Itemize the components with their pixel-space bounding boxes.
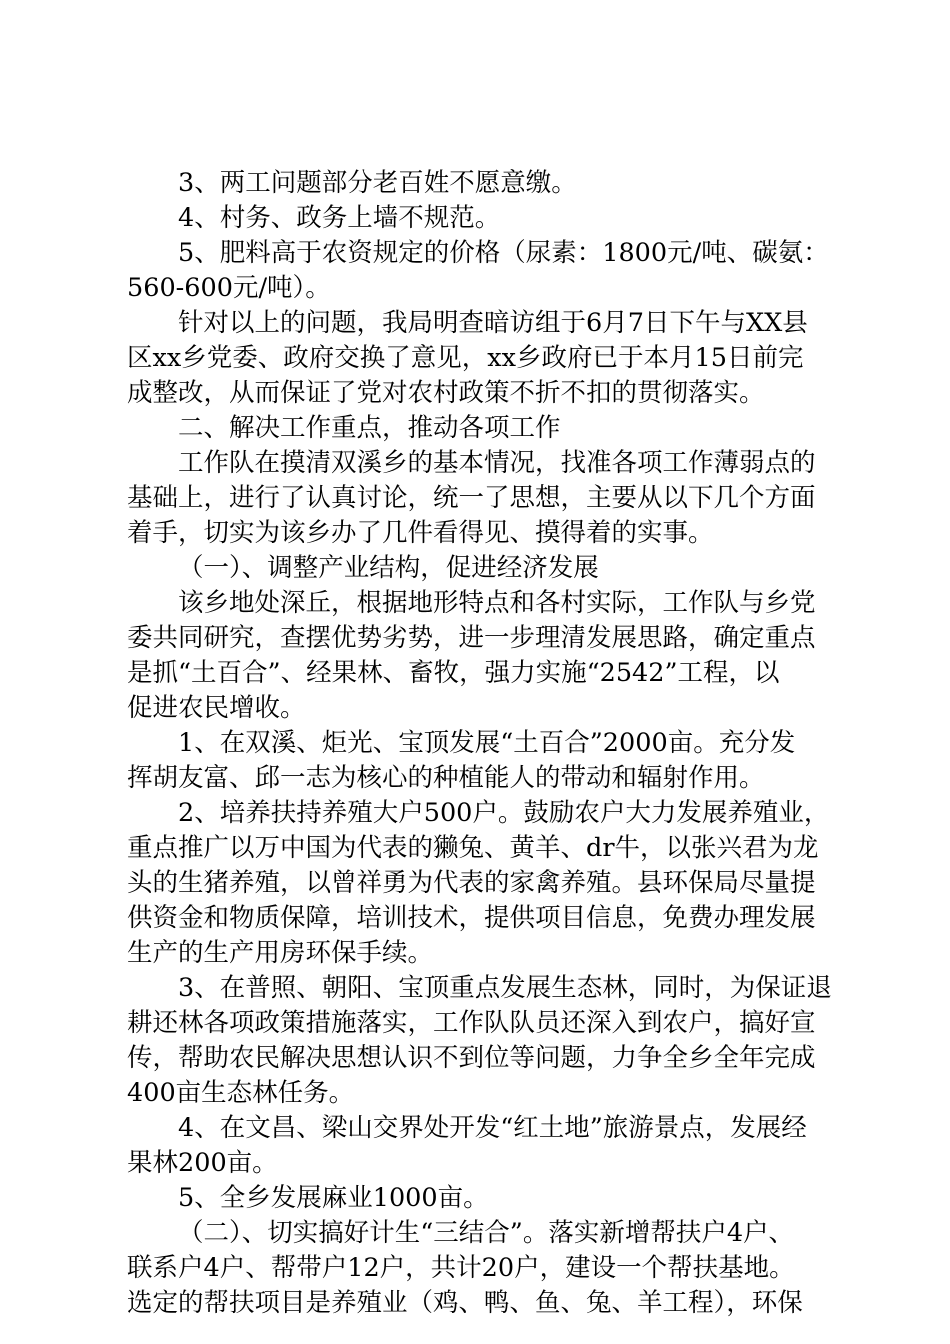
text-line: 1、在双溪、炬光、宝顶发展“土百合”2000亩。充分发 <box>178 728 796 758</box>
text-line: 工作队在摸清双溪乡的基本情况，找准各项工作薄弱点的 <box>178 448 816 478</box>
text-line: 挥胡友富、邱一志为核心的种植能人的带动和辐射作用。 <box>127 763 765 793</box>
text-line: 委共同研究，查摆优势劣势，进一步理清发展思路，确定重点 <box>127 623 816 653</box>
text-line: 400亩生态林任务。 <box>127 1078 355 1108</box>
text-line: 生产的生产用房环保手续。 <box>127 938 434 968</box>
text-line: 联系户4户、帮带户12户，共计20户，建设一个帮扶基地。 <box>127 1253 795 1283</box>
text-line: 重点推广以万中国为代表的獭兔、黄羊、dr牛，以张兴君为龙 <box>127 833 819 863</box>
text-line: 着手，切实为该乡办了几件看得见、摸得着的实事。 <box>127 518 714 548</box>
text-line: 5、全乡发展麻业1000亩。 <box>178 1183 489 1213</box>
text-line: 560-600元/吨）。 <box>127 273 331 303</box>
subsection-heading: （一）、调整产业结构，促进经济发展 <box>178 553 599 583</box>
text-line: 2、培养扶持养殖大户500户。鼓励农户大力发展养殖业， <box>178 798 830 828</box>
text-line: 4、村务、政务上墙不规范。 <box>178 203 501 233</box>
text-line: 促进农民增收。 <box>127 693 306 723</box>
text-line: 传，帮助农民解决思想认识不到位等问题，力争全乡全年完成 <box>127 1043 816 1073</box>
text-line: 是抓“土百合”、经果林、畜牧，强力实施“2542”工程，以 <box>127 658 780 688</box>
text-line: 果林200亩。 <box>127 1148 278 1178</box>
text-line: 区xx乡党委、政府交换了意见，xx乡政府已于本月15日前完 <box>127 343 804 373</box>
text-line: 成整改，从而保证了党对农村政策不折不扣的贯彻落实。 <box>127 378 765 408</box>
subsection-heading: （二）、切实搞好计生“三结合”。落实新增帮扶户4户、 <box>178 1218 795 1248</box>
section-heading: 二、解决工作重点，推动各项工作 <box>178 413 561 443</box>
text-line: 供资金和物质保障，培训技术，提供项目信息，免费办理发展 <box>127 903 816 933</box>
text-line: 耕还林各项政策措施落实，工作队队员还深入到农户，搞好宣 <box>127 1008 816 1038</box>
text-line: 选定的帮扶项目是养殖业（鸡、鸭、鱼、兔、羊工程），环保 <box>127 1288 803 1318</box>
text-line: 头的生猪养殖，以曾祥勇为代表的家禽养殖。县环保局尽量提 <box>127 868 816 898</box>
text-line: 基础上，进行了认真讨论，统一了思想，主要从以下几个方面 <box>127 483 816 513</box>
text-line: 4、在文昌、梁山交界处开发“红土地”旅游景点，发展经 <box>178 1113 807 1143</box>
text-line: 3、两工问题部分老百姓不愿意缴。 <box>178 168 577 198</box>
text-line: 针对以上的问题，我局明查暗访组于6月7日下午与XX县 <box>178 308 808 338</box>
text-line: 5、肥料高于农资规定的价格（尿素：1800元/吨、碳氨： <box>178 238 829 268</box>
text-line: 该乡地处深丘，根据地形特点和各村实际，工作队与乡党 <box>178 588 816 618</box>
text-line: 3、在普照、朝阳、宝顶重点发展生态林，同时，为保证退 <box>178 973 832 1003</box>
